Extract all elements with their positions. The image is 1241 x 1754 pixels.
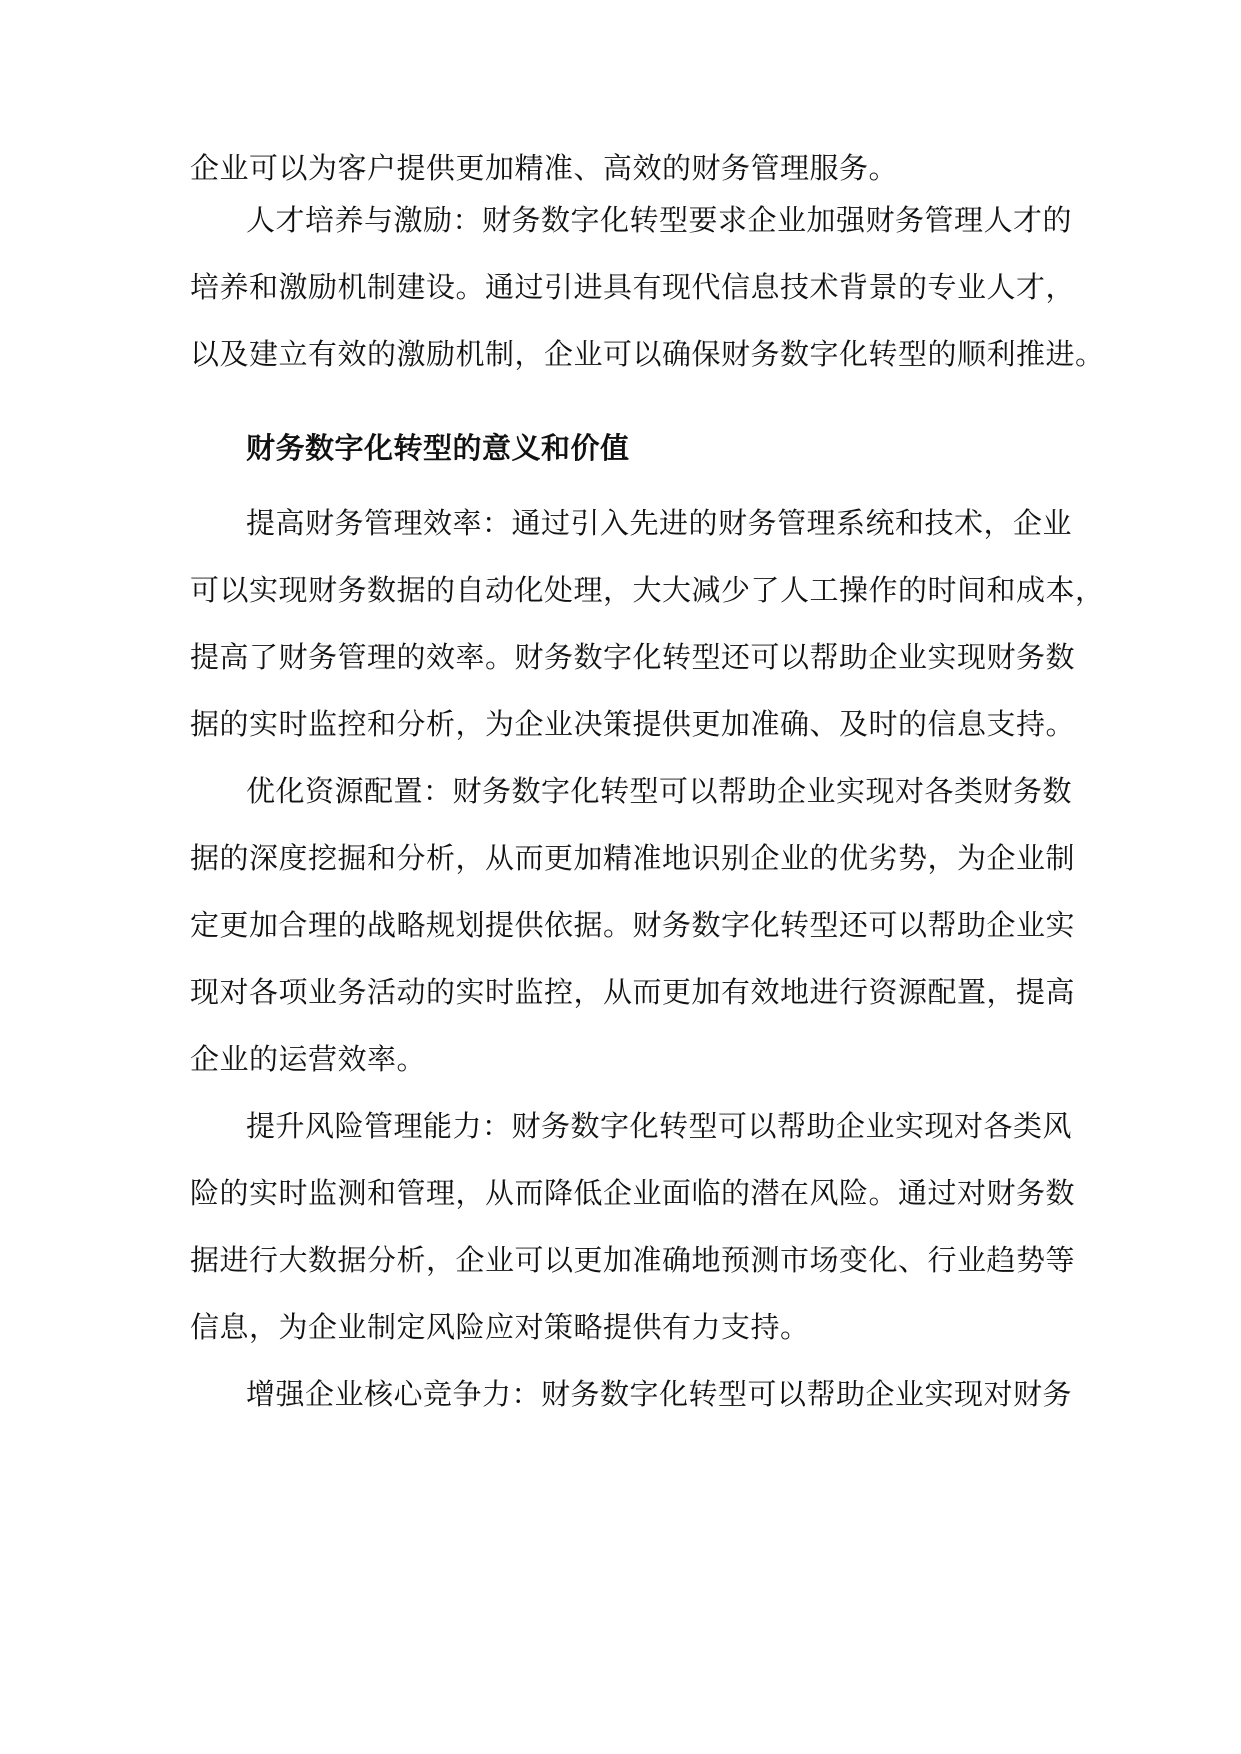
paragraph-line: 增强企业核心竞争力：财务数字化转型可以帮助企业实现对财务 <box>246 1377 1073 1411</box>
paragraph-line: 据的实时监控和分析，为企业决策提供更加准确、及时的信息支持。 <box>190 707 1076 741</box>
paragraph-line: 企业的运营效率。 <box>190 1042 427 1076</box>
paragraph-line: 据的深度挖掘和分析，从而更加精准地识别企业的优劣势，为企业制 <box>190 841 1076 875</box>
paragraph-line: 定更加合理的战略规划提供依据。财务数字化转型还可以帮助企业实 <box>190 908 1076 942</box>
paragraph-line: 以及建立有效的激励机制，企业可以确保财务数字化转型的顺利推进。 <box>190 337 1105 371</box>
paragraph-line: 企业可以为客户提供更加精准、高效的财务管理服务。 <box>190 151 899 185</box>
paragraph-line: 优化资源配置：财务数字化转型可以帮助企业实现对各类财务数 <box>246 774 1073 808</box>
paragraph-line: 可以实现财务数据的自动化处理，大大减少了人工操作的时间和成本， <box>190 573 1105 607</box>
paragraph-line: 险的实时监测和管理，从而降低企业面临的潜在风险。通过对财务数 <box>190 1176 1076 1210</box>
paragraph-line: 提高了财务管理的效率。财务数字化转型还可以帮助企业实现财务数 <box>190 640 1076 674</box>
paragraph-line: 提高财务管理效率：通过引入先进的财务管理系统和技术，企业 <box>246 506 1073 540</box>
paragraph-line: 培养和激励机制建设。通过引进具有现代信息技术背景的专业人才， <box>190 270 1076 304</box>
paragraph-line: 现对各项业务活动的实时监控，从而更加有效地进行资源配置，提高 <box>190 975 1076 1009</box>
paragraph-line: 据进行大数据分析，企业可以更加准确地预测市场变化、行业趋势等 <box>190 1243 1076 1277</box>
paragraph-line: 人才培养与激励：财务数字化转型要求企业加强财务管理人才的 <box>246 203 1073 237</box>
paragraph-line: 信息，为企业制定风险应对策略提供有力支持。 <box>190 1310 810 1344</box>
paragraph-line: 提升风险管理能力：财务数字化转型可以帮助企业实现对各类风 <box>246 1109 1073 1143</box>
section-heading: 财务数字化转型的意义和价值 <box>246 431 630 465</box>
